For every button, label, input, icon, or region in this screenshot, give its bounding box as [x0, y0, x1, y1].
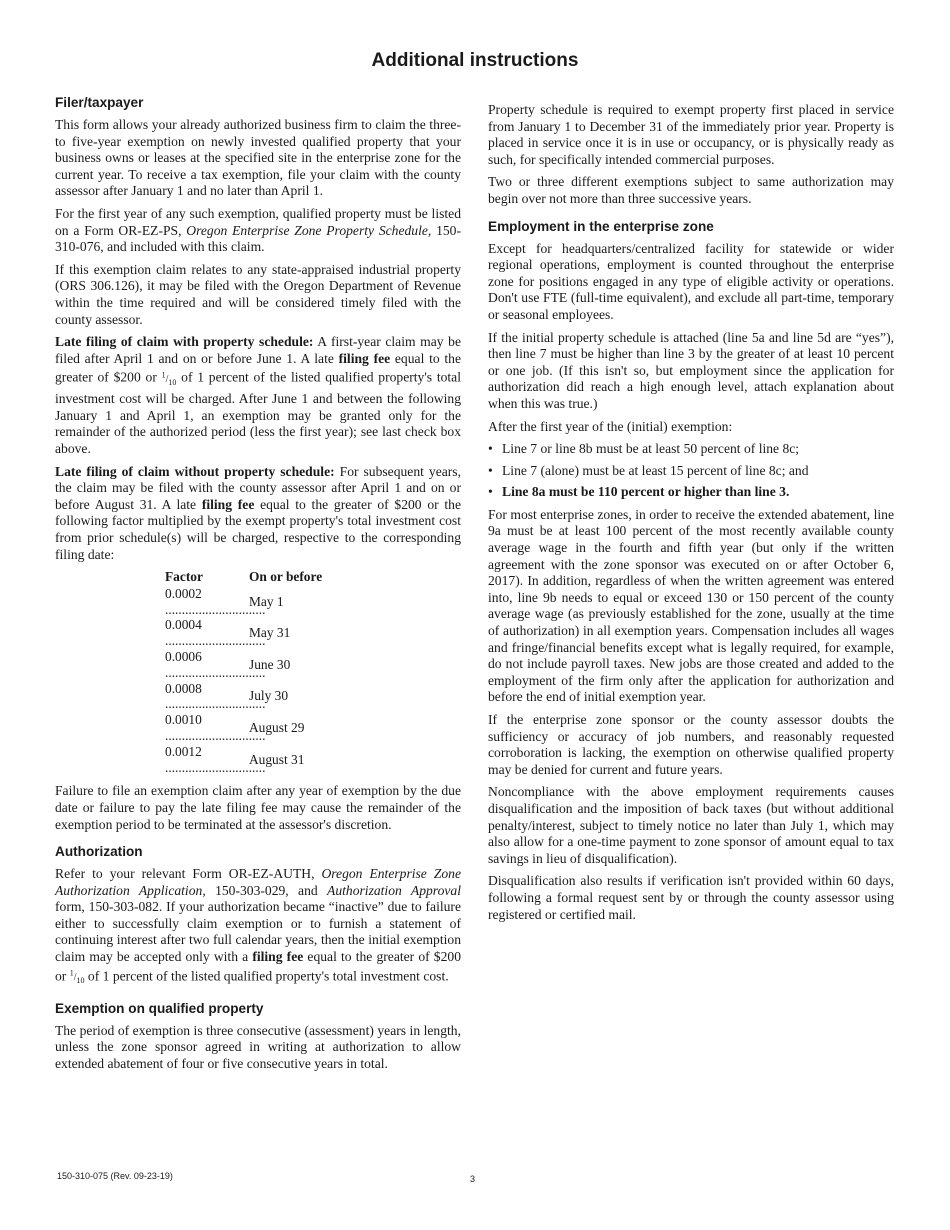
paragraph: This form allows your already authorized business firm to claim the three- to five-year exemption on newly invested qualified property that your business owns or leases at the specified site in the enterprise zone for the current year. To receive a tax exemption, file your claim with the county assessor after January 1 and no later than April 1. [55, 117, 461, 199]
paragraph: After the first year of the (initial) exemption: [488, 418, 733, 434]
section-heading-employment: Employment in the enterprise zone [488, 218, 714, 234]
requirements-list [488, 441, 894, 501]
factor-cell: 0.0002.............................. [165, 585, 266, 617]
section-heading-exemption: Exemption on qualified property [55, 1000, 264, 1016]
factor-cell: 0.0008.............................. [165, 680, 266, 712]
paragraph: If the initial property schedule is attached (line 5a and line 5d are “yes”), then line 7 must be higher than line 3 by the greater of at least 10 percent or one job. (If this isn't so, but employment since the application for authorization did reach a high enough level, attach explanation about when this was true.) [488, 329, 894, 411]
table-row [165, 649, 322, 681]
left-column [55, 94, 461, 1078]
factor-cell: 0.0012.............................. [165, 743, 266, 775]
table-row [165, 681, 322, 713]
list-item: • Line 8a must be 110 percent or higher than line 3. [502, 484, 894, 501]
table-row [165, 744, 322, 776]
paragraph: If this exemption claim relates to any state-appraised industrial property (ORS 306.126), it may be filed with the Oregon Department of Revenue within the time required and will be considered timely filed with the county assessor. [55, 261, 461, 327]
section-heading-filer: Filer/taxpayer [55, 95, 144, 110]
date-cell: August 29 [249, 720, 305, 736]
paragraph: Noncompliance with the above employment requirements causes disqualification and the imposition of back taxes (but without additional penalty/interest, subject to timely notice no later than July 1, which may also allow for a one-time payment to zone sponsor of amount equal to tax savings in lieu of disqualification). [488, 784, 894, 866]
factor-cell: 0.0010.............................. [165, 712, 266, 743]
factor-cell: 0.0006.............................. [165, 648, 266, 680]
factor-cell: 0.0004.............................. [165, 617, 266, 649]
paragraph: Failure to file an exemption claim after any year of exemption by the due date or failure to pay the late filing fee may cause the remainder of the exemption period to be terminated at the assessor's discretion. [55, 783, 461, 832]
table-header: Factor [165, 569, 203, 585]
table-header: On or before [249, 569, 323, 585]
list-item: • Line 7 or line 8b must be at least 50 percent of line 8c; [502, 441, 894, 458]
table-row [165, 617, 322, 649]
table-row [165, 586, 322, 618]
table-row [165, 712, 322, 744]
paragraph: Late filing of claim with property schedule: A first-year claim may be filed after April 1 and on or before June 1. A late filing fee equal to the greater of $200 or $^1/_{10}$ of 1 percent of the listed qualified property's total investment cost will be charged. After June 1 and between the following January 1 and April 1, an exemption may be granted only for the remainder of the authorized period (less the first year); see last check box above. [55, 334, 461, 457]
factor-table [165, 569, 322, 775]
date-cell: May 1 [249, 593, 284, 609]
paragraph: Except for headquarters/centralized facility for statewide or wider regional operations, employment is counted throughout the enterprise zone for positions engaged in any type of eligible activity or operations. Don't use FTE (full-time equivalent), and exclude all part-time, temporary or seasonal employees. [488, 240, 894, 322]
paragraph: The period of exemption is three consecutive (assessment) years in length, unless the zone sponsor agreed in writing at authorization to allow extended abatement of four or five consecutive years in total. [55, 1022, 461, 1071]
date-cell: June 30 [249, 656, 291, 672]
right-column [488, 102, 894, 929]
fraction: $^1/_{10}$ [69, 968, 85, 985]
section-heading-authorization: Authorization [55, 844, 143, 860]
paragraph: If the enterprise zone sponsor or the county assessor doubts the sufficiency or accuracy of job numbers, and reasonably requested corroboration is lacking, the exemption on otherwise qualified property may be denied for current and future years. [488, 712, 894, 777]
paragraph: For the first year of any such exemption, qualified property must be listed on a Form OR-EZ-PS, Oregon Enterprise Zone Property Schedule, 150-310-076, and included with this claim. [55, 205, 461, 255]
date-cell: August 31 [249, 751, 305, 767]
paragraph: For most enterprise zones, in order to receive the extended abatement, line 9a must be at least 100 percent of the most recently available county average wage in the fourth and fifth year (but only if the written agreement with the zone sponsor was executed on or after October 6, 2017). In addition, regardless of when the written agreement was entered into, line 9b needs to equal or exceed 130 or 150 percent of the county average wage (as previously established for the zone, usually at the time of authorization) in all exemption years. Compensation includes all wages and fringe/financial benefits except what is legally required, for example, do not include payroll taxes. New jobs are those created and added to the employment of the firm only after the application for authorization and before the end of initial exemption year. [488, 506, 894, 705]
paragraph: Property schedule is required to exempt property first placed in service from January 1 to December 31 of the immediately prior year. Property is placed in service once it is in use or occupancy, or is physically ready as such, for specifically intended commercial purposes. [488, 102, 894, 167]
paragraph: Disqualification also results if verification isn't provided within 60 days, following a formal request sent by or through the county assessor using registered or certified mail. [488, 873, 894, 922]
fraction: $^1/_{10}$ [161, 370, 177, 387]
date-cell: May 31 [249, 625, 291, 641]
list-item: • Line 7 (alone) must be at least 15 percent of line 8c; and [502, 463, 894, 480]
paragraph: Refer to your relevant Form OR-EZ-AUTH, Oregon Enterprise Zone Authorization Application, 150-303-029, and Authorization Approval form, 150-303-082. If your authorization became “inactive” due to failure either to successfully claim exemption or to furnish a statement of continuing interest after two full calendar years, then the initial exemption claim may be accepted only with a filing fee equal to the greater of $200 or $^1/_{10}$ of 1 percent of the listed qualified property's total investment cost. [55, 866, 462, 985]
page-title: Additional instructions [371, 50, 579, 71]
paragraph: Late filing of claim without property schedule: For subsequent years, the claim may be filed with the county assessor after April 1 and on or before August 31. A late filing fee equal to the greater of $200 or the following factor multiplied by the exempt property's total investment cost from prior schedule(s) will be charged, respective to the corresponding filing date: [55, 463, 461, 562]
date-cell: July 30 [249, 688, 289, 704]
form-number: 150-310-075 (Rev. 09-23-19) [57, 1171, 173, 1181]
paragraph: Two or three different exemptions subject to same authorization may begin over not more than three successive years. [488, 174, 894, 206]
page-number: 3 [470, 1174, 476, 1184]
